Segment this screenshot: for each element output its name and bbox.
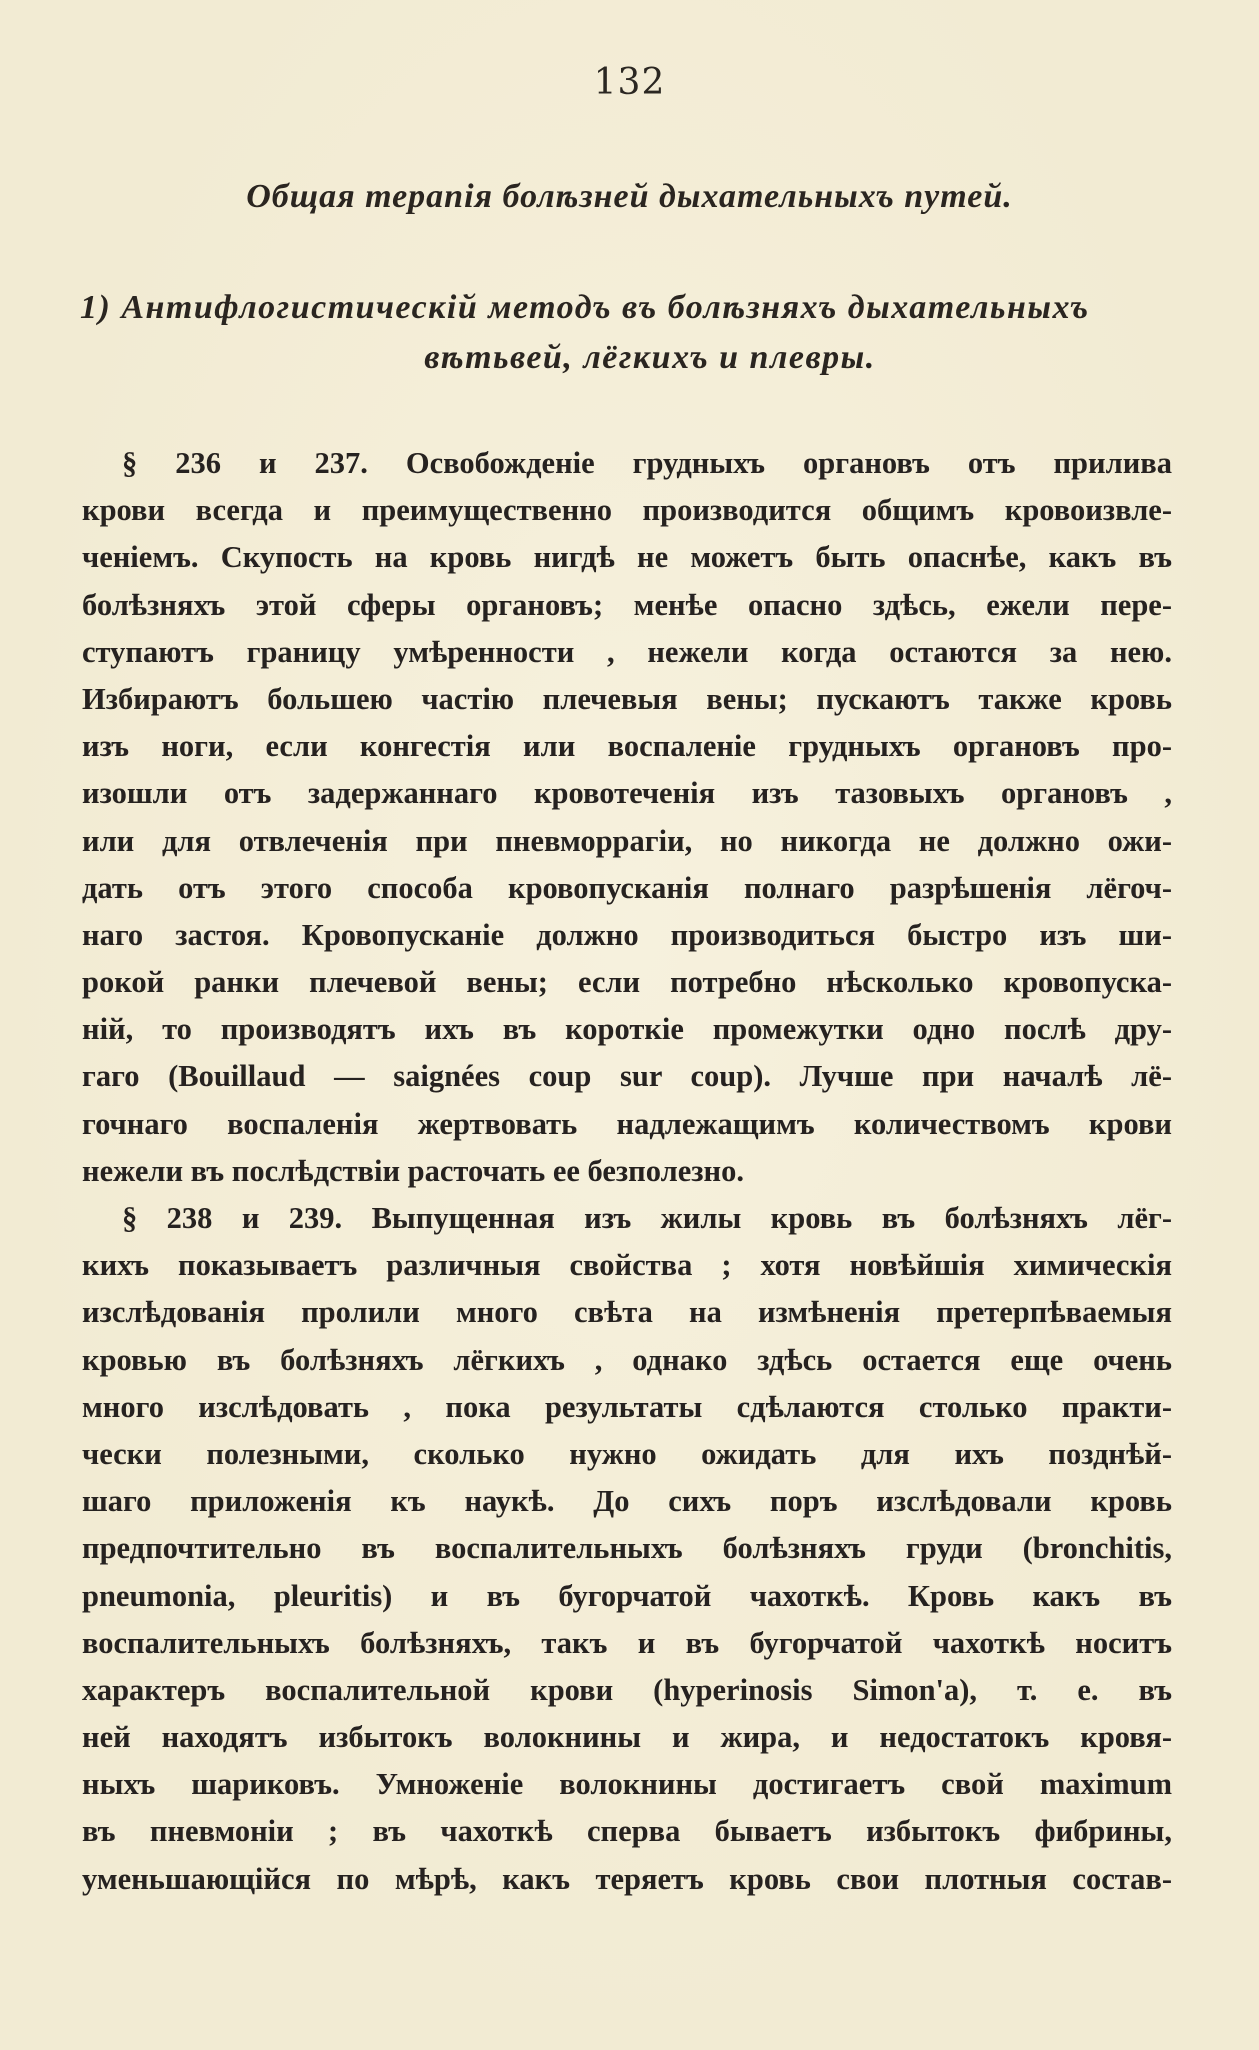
text-line: изъ ноги, если конгестія или воспаленіе грудныхъ органовъ про- <box>82 729 1172 764</box>
text-line: чески полезными, сколько нужно ожидать для ихъ позднѣй- <box>82 1436 1172 1471</box>
text-line: кровью въ болѣзняхъ лёгкихъ , однако здѣсь остается еще очень <box>82 1342 1172 1377</box>
text-line: кихъ показываетъ различныя свойства ; хотя новѣйшія химическія <box>82 1248 1172 1283</box>
text-line: ныхъ шариковъ. Умноженіе волокнины достигаетъ свой maximum <box>82 1767 1172 1802</box>
text-line: воспалительныхъ болѣзняхъ, такъ и въ бугорчатой чахоткѣ носитъ <box>82 1625 1172 1660</box>
text-line: изошли отъ задержаннаго кровотеченія изъ тазовыхъ органовъ , <box>82 776 1172 811</box>
text-line: уменьшающійся по мѣрѣ, какъ теряетъ кровь свои плотныя состав- <box>82 1861 1172 1896</box>
text-line: или для отвлеченія при пневморрагіи, но никогда не должно ожи- <box>82 823 1172 858</box>
text-line: крови всегда и преимущественно производится общимъ кровоизвле- <box>82 493 1172 528</box>
subsection-heading <box>80 283 1180 383</box>
text-line: pneumonia, pleuritis) и въ бугорчатой чахоткѣ. Кровь какъ въ <box>82 1578 1172 1613</box>
text-line: изслѣдованія пролили много свѣта на измѣненія претерпѣваемыя <box>82 1295 1172 1330</box>
text-line: § 236 и 237. Освобожденіе грудныхъ органовъ отъ прилива <box>122 446 1172 480</box>
subsection-heading-line-2: вѣтьвей, лёгкихъ и плевры. <box>424 339 876 376</box>
text-line: ней находятъ избытокъ волокнины и жира, и недостатокъ кровя- <box>82 1720 1172 1755</box>
text-line: гочнаго воспаленія жертвовать надлежащимъ количествомъ крови <box>82 1106 1172 1141</box>
text-line: нежели въ послѣдствіи расточать ее безполезно. <box>82 1153 744 1188</box>
body-text <box>82 440 1172 1903</box>
text-line: дать отъ этого способа кровопусканія полнаго разрѣшенія лёгоч- <box>82 870 1172 905</box>
text-line: предпочтительно въ воспалительныхъ болѣзняхъ груди (bronchitis, <box>82 1531 1172 1566</box>
text-line: шаго приложенія къ наукѣ. До сихъ поръ изслѣдовали кровь <box>82 1484 1172 1519</box>
page-number: 132 <box>593 62 666 103</box>
text-line: наго застоя. Кровопусканіе должно производиться быстро изъ ши- <box>82 917 1172 952</box>
text-line: ченіемъ. Скупость на кровь нигдѣ не можетъ быть опаснѣе, какъ въ <box>82 540 1172 575</box>
text-line: много изслѣдовать , пока результаты сдѣлаются столько практи- <box>82 1389 1172 1424</box>
text-line: характеръ воспалительной крови (hyperinosis Simon'a), т. е. въ <box>82 1672 1172 1707</box>
text-line: Избираютъ большею частію плечевыя вены; пускаютъ также кровь <box>82 681 1172 716</box>
text-line: въ пневмоніи ; въ чахоткѣ сперва бываетъ избытокъ фибрины, <box>82 1814 1172 1849</box>
text-line: ступаютъ границу умѣренности , нежели когда остаются за нею. <box>82 634 1172 669</box>
text-line: болѣзняхъ этой сферы органовъ; менѣе опасно здѣсь, ежели пере- <box>82 587 1172 622</box>
text-line: гаго (Bouillaud — saignées coup sur coup). Лучше при началѣ лё- <box>82 1059 1172 1094</box>
section-heading: Общая терапія болѣзней дыхательныхъ путей. <box>246 178 1013 215</box>
subsection-heading-line-1: 1) Антифлогистическій методъ въ болѣзняхъ дыхательныхъ <box>80 289 1090 326</box>
text-line: § 238 и 239. Выпущенная изъ жилы кровь въ болѣзняхъ лёг- <box>122 1201 1172 1235</box>
text-line: ній, то производятъ ихъ въ короткіе промежутки одно послѣ дру- <box>82 1012 1172 1047</box>
text-line: рокой ранки плечевой вены; если потребно нѣсколько кровопуска- <box>82 965 1172 1000</box>
